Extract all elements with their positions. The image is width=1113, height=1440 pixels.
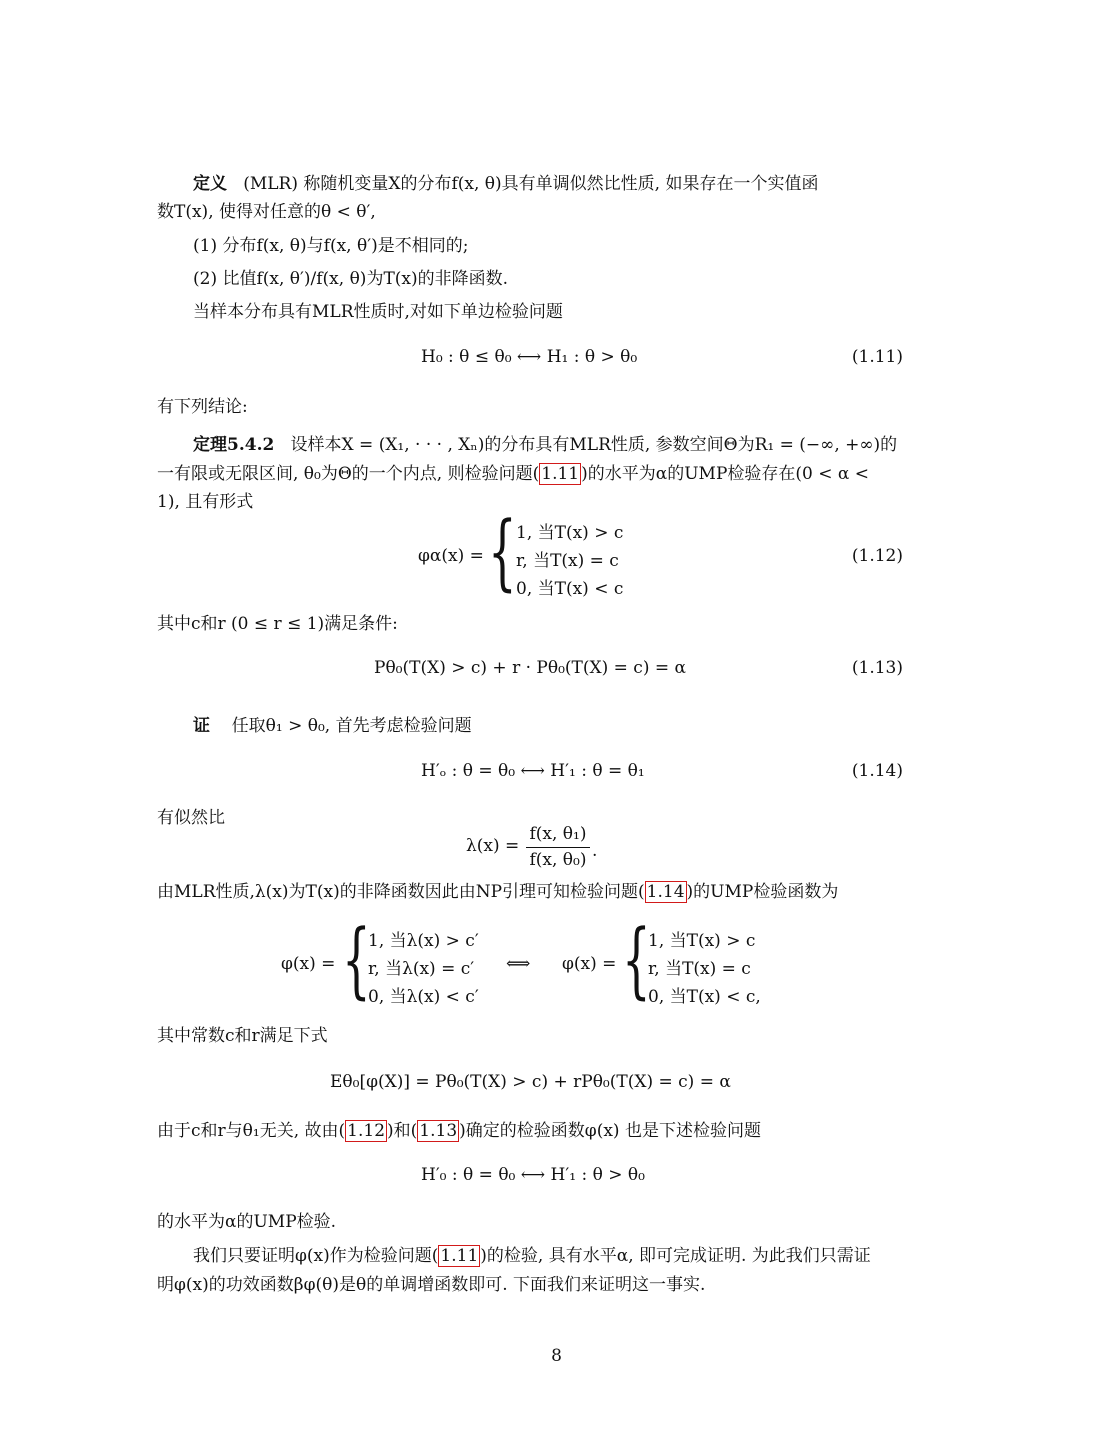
equation-ref-1-14[interactable]: 1.14 bbox=[646, 882, 685, 902]
equation-ref-1-12[interactable]: 1.12 bbox=[347, 1121, 386, 1141]
phi-right-case-b: r, 当T(x) = c bbox=[648, 959, 751, 979]
independence-line: 由于c和r与θ₁无关, 故由( 1.12 )和( 1.13 )确定的检验函数φ(x) 也是下述检验问题 bbox=[157, 1121, 761, 1141]
fraction-bar bbox=[526, 847, 590, 848]
one-sided-equation: H′₀ : θ = θ₀ ⟷ H′₁ : θ > θ₀ bbox=[421, 1165, 645, 1185]
equation-number-1-13: (1.13) bbox=[851, 658, 903, 678]
likelihood-intro: 有似然比 bbox=[157, 808, 225, 828]
equation-ref-1-13[interactable]: 1.13 bbox=[419, 1121, 458, 1141]
phi-left-case-b: r, 当λ(x) = c′ bbox=[368, 959, 475, 979]
likelihood-numerator: f(x, θ₁) bbox=[529, 824, 587, 844]
theorem-line-3: 1), 且有形式 bbox=[157, 492, 254, 512]
proof-text-1: 任取θ₁ > θ₀, 首先考虑检验问题 bbox=[231, 716, 472, 736]
final-line-1: 我们只要证明φ(x)作为检验问题( 1.11 )的检验, 具有水平α, 即可完成证明. 为此我们只需证 bbox=[193, 1246, 871, 1266]
equation-1-13: Pθ₀(T(X) > c) + r · Pθ₀(T(X) = c) = α bbox=[374, 658, 686, 678]
definition-label: 定义 bbox=[193, 174, 227, 194]
theorem-text-2b: 的水平为α的UMP检验存在(0 < α < bbox=[587, 464, 870, 484]
proof-label: 证 bbox=[193, 716, 210, 736]
likelihood-lhs: λ(x) = bbox=[466, 836, 520, 856]
mlr-text-a: 由MLR性质,λ(x)为T(x)的非降函数因此由NP引理可知检验问题 bbox=[157, 882, 639, 902]
mlr-line: 由MLR性质,λ(x)为T(x)的非降函数因此由NP引理可知检验问题( 1.14 )的UMP检验函数为 bbox=[157, 882, 839, 902]
definition-item-2: (2) 比值f(x, θ′)/f(x, θ)为T(x)的非降函数. bbox=[193, 269, 509, 289]
page-number: 8 bbox=[551, 1346, 562, 1366]
equation-number-1-11: (1.11) bbox=[851, 347, 903, 367]
equation-number-1-12: (1.12) bbox=[851, 546, 903, 566]
definition-item-1: (1) 分布f(x, θ)与f(x, θ′)是不相同的; bbox=[193, 236, 469, 256]
theorem-text-1: 设样本X = (X₁, · · · , Xₙ)的分布具有MLR性质, 参数空间Θ为R₁ = (−∞, +∞)的 bbox=[290, 435, 898, 455]
final-text-1a: 我们只要证明φ(x)作为检验问题 bbox=[193, 1246, 432, 1266]
phi-right-case-a: 1, 当T(x) > c bbox=[648, 931, 756, 951]
theorem-line-1 bbox=[193, 433, 897, 457]
equation-ref-1-11[interactable]: 1.11 bbox=[541, 464, 580, 484]
phi-left-case-c: 0, 当λ(x) < c′ bbox=[368, 987, 479, 1007]
definition-line-3: 当样本分布具有MLR性质时,对如下单边检验问题 bbox=[193, 302, 563, 322]
expectation-equation: Eθ₀[φ(X)] = Pθ₀(T(X) > c) + rPθ₀(T(X) = c) = α bbox=[330, 1072, 731, 1092]
likelihood-period: . bbox=[592, 841, 598, 861]
equation-ref-1-11b[interactable]: 1.11 bbox=[440, 1246, 479, 1266]
phi-right-case-c: 0, 当T(x) < c, bbox=[648, 987, 761, 1007]
equation-1-12-lhs: φα(x) = bbox=[418, 546, 484, 566]
independence-text-mid: 和 bbox=[393, 1121, 411, 1141]
case-1-12-c: 0, 当T(x) < c bbox=[516, 579, 624, 599]
definition-text-1: (MLR) 称随机变量X的分布f(x, θ)具有单调似然比性质, 如果存在一个实值函 bbox=[243, 174, 819, 194]
phi-right-lhs: φ(x) = bbox=[562, 954, 617, 974]
level-line: 的水平为α的UMP检验. bbox=[157, 1212, 337, 1232]
independence-text-a: 由于c和r与θ₁无关, 故由 bbox=[157, 1121, 339, 1141]
left-brace: { bbox=[488, 505, 517, 600]
likelihood-denominator: f(x, θ₀) bbox=[529, 850, 587, 870]
independence-text-b: 确定的检验函数φ(x) 也是下述检验问题 bbox=[465, 1121, 761, 1141]
phi-left-lhs: φ(x) = bbox=[281, 954, 336, 974]
case-1-12-a: 1, 当T(x) > c bbox=[516, 523, 624, 543]
left-brace: { bbox=[342, 913, 371, 1008]
theorem-line-2: 一有限或无限区间, θ₀为Θ的一个内点, 则检验问题( 1.11 )的水平为α的UMP检验存在(0 < α < bbox=[157, 464, 870, 484]
definition-line-1 bbox=[193, 172, 818, 196]
proof-line-1 bbox=[193, 714, 472, 738]
left-brace: { bbox=[622, 913, 651, 1008]
final-line-2: 明φ(x)的功效函数βφ(θ)是θ的单调增函数即可. 下面我们来证明这一事实. bbox=[157, 1275, 706, 1295]
conclusion-intro: 有下列结论: bbox=[157, 397, 248, 417]
final-text-1b: 的检验, 具有水平α, 即可完成证明. 为此我们只需证 bbox=[486, 1246, 871, 1266]
case-1-12-b: r, 当T(x) = c bbox=[516, 551, 619, 571]
iff-symbol: ⟺ bbox=[506, 954, 531, 974]
mlr-text-b: 的UMP检验函数为 bbox=[693, 882, 839, 902]
equation-1-14: H′ₒ : θ = θ₀ ⟷ H′₁ : θ = θ₁ bbox=[421, 761, 645, 781]
const-intro: 其中常数c和r满足下式 bbox=[157, 1026, 328, 1046]
equation-1-11: H₀ : θ ≤ θ₀ ⟷ H₁ : θ > θ₀ bbox=[421, 347, 638, 367]
condition-intro: 其中c和r (0 ≤ r ≤ 1)满足条件: bbox=[157, 614, 398, 634]
phi-left-case-a: 1, 当λ(x) > c′ bbox=[368, 931, 479, 951]
theorem-text-2a: 一有限或无限区间, θ₀为Θ的一个内点, 则检验问题 bbox=[157, 464, 533, 484]
definition-line-2: 数T(x), 使得对任意的θ < θ′, bbox=[157, 202, 376, 222]
equation-number-1-14: (1.14) bbox=[851, 761, 903, 781]
theorem-label: 定理5.4.2 bbox=[193, 435, 275, 455]
